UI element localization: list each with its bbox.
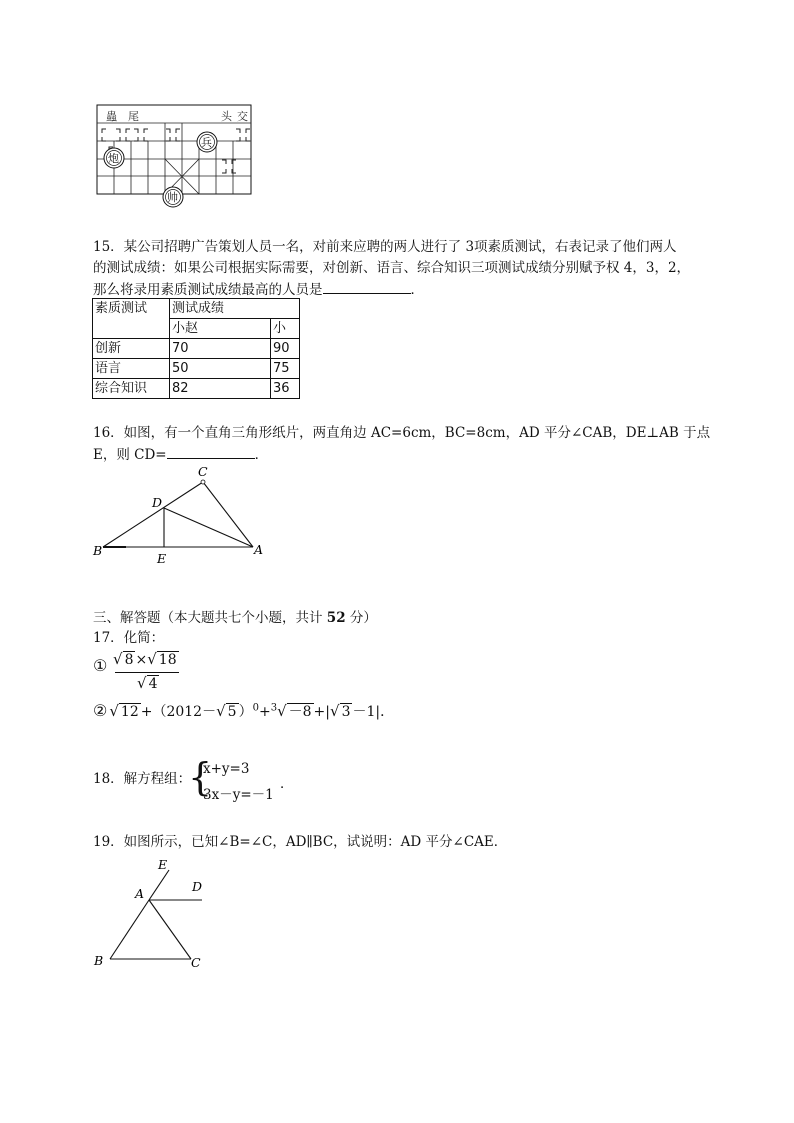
- q17-part1: [93, 650, 203, 694]
- q16-label-a: A: [254, 542, 264, 557]
- q16-label-e: E: [157, 551, 167, 566]
- piece-shuai: 帅: [167, 191, 178, 204]
- q15-end: ．: [410, 282, 424, 298]
- section3-heading: [93, 608, 377, 629]
- q17-p2-plus1: +（2012－: [140, 704, 217, 720]
- section3-heading-bold: 52: [326, 610, 346, 626]
- q17-p1-rad-a: 8: [124, 652, 134, 668]
- q17-p2-rad-b: 5: [227, 704, 237, 720]
- q19-text: 19．如图所示，已知∠B=∠C，AD∥BC，试说明：AD 平分∠CAE．: [93, 834, 508, 850]
- q16-answer-blank[interactable]: [167, 444, 255, 459]
- section3-heading-post: 分）: [345, 610, 377, 626]
- row-score-a: 50: [170, 359, 271, 379]
- chess-board-figure: [90, 100, 260, 212]
- table-header-scores: 测试成绩: [170, 299, 300, 319]
- board-top-label-4: 交: [237, 110, 248, 123]
- q17-p2-tail: －1|．: [352, 704, 395, 720]
- q18-system: [188, 755, 298, 803]
- q17-p1-times: ×: [135, 652, 148, 668]
- q17-p2-rad-d: 3: [341, 704, 351, 720]
- q16-label-b: B: [93, 543, 103, 558]
- q19-label-c: C: [191, 955, 201, 970]
- q19-label-e: E: [158, 857, 168, 872]
- row-score-b: 36: [271, 379, 300, 399]
- q19-label-a: A: [135, 886, 145, 901]
- row-name: 综合知识: [93, 379, 170, 399]
- q16-end: ．: [254, 447, 269, 463]
- row-score-a: 70: [170, 339, 271, 359]
- piece-pao: 炮: [108, 152, 119, 165]
- q17-p1-fraction-bar: [115, 672, 179, 673]
- q16-line2-text: E，则 CD=: [93, 447, 167, 463]
- q17-p1-denominator: √ 4: [137, 674, 158, 692]
- row-score-a: 82: [170, 379, 271, 399]
- q17-p2-plus3: +|: [313, 704, 330, 720]
- triangle-figure-q19: [90, 855, 220, 973]
- score-table: [92, 298, 300, 399]
- q17-p2-plus2: +: [258, 704, 271, 720]
- q17-p1-rad-den: 4: [148, 676, 158, 692]
- q18-end: ．: [280, 776, 294, 792]
- q16-label-c: C: [198, 464, 208, 479]
- table-header-quality: 素质测试: [93, 299, 170, 339]
- table-row: [93, 379, 300, 399]
- q17-p2-rad-a: 12: [120, 704, 139, 720]
- q15-line2: 的测试成绩：如果公司根据实际需要，对创新、语言、综合知识三项测试成绩分别赋予权 4，3，2，: [93, 260, 691, 276]
- q18-title: 18．解方程组：: [93, 771, 192, 787]
- q17-title: 17．化简：: [93, 630, 165, 646]
- q18-eq1: x+y=3: [203, 761, 250, 777]
- triangle-figure-q16: [88, 462, 278, 568]
- board-top-label-1: 蟲: [106, 110, 117, 123]
- board-top-label-3: 头: [221, 110, 232, 123]
- row-score-b: 90: [271, 339, 300, 359]
- section3-heading-pre: 三、解答题（本大题共七个小题，共计: [93, 610, 327, 626]
- q17-p2-exp: 0: [252, 702, 259, 714]
- piece-bing: 兵: [201, 136, 212, 149]
- q17-p2-rad-c: －8: [288, 704, 312, 720]
- table-row: [93, 359, 300, 379]
- q15-answer-blank[interactable]: [323, 279, 411, 294]
- q17-part2-mark: ②: [93, 701, 108, 720]
- table-row: [93, 339, 300, 359]
- board-top-label-2: 尾: [128, 110, 139, 123]
- row-score-b: 75: [271, 359, 300, 379]
- q17-p1-rad-b: 18: [158, 652, 177, 668]
- row-name: 语言: [93, 359, 170, 379]
- q17-p2-close: ）: [238, 704, 253, 720]
- row-name: 创新: [93, 339, 170, 359]
- q17-p1-numerator: √ 8 ×√ 18: [113, 650, 177, 668]
- q15-line3-text: 那么将录用素质测试成绩最高的人员是: [93, 282, 323, 298]
- q17-part1-mark: ①: [93, 656, 108, 675]
- q16-line1: 16．如图，有一个直角三角形纸片，两直角边 AC=6cm，BC=8cm，AD 平分∠CAB，DE⊥AB 于点: [93, 425, 711, 441]
- table-col-xiao: 小: [271, 319, 300, 339]
- q16-label-d: D: [152, 495, 163, 510]
- q15-line1: 15．某公司招聘广告策划人员一名，对前来应聘的两人进行了 3项素质测试，右表记录了他们两人: [93, 239, 677, 255]
- q17-p2-idx: 3: [270, 702, 278, 714]
- q18-eq2: 3x－y=－1: [203, 787, 274, 803]
- q18-brace: {: [188, 755, 213, 799]
- q19-label-d: D: [192, 879, 203, 894]
- table-col-zhao: 小赵: [170, 319, 271, 339]
- q19-label-b: B: [94, 953, 104, 968]
- q17-part2: ② √ 12 +（2012－√ 5 ）$^0$+$^3$√ －8 +|√ 3 －1|．: [93, 701, 395, 720]
